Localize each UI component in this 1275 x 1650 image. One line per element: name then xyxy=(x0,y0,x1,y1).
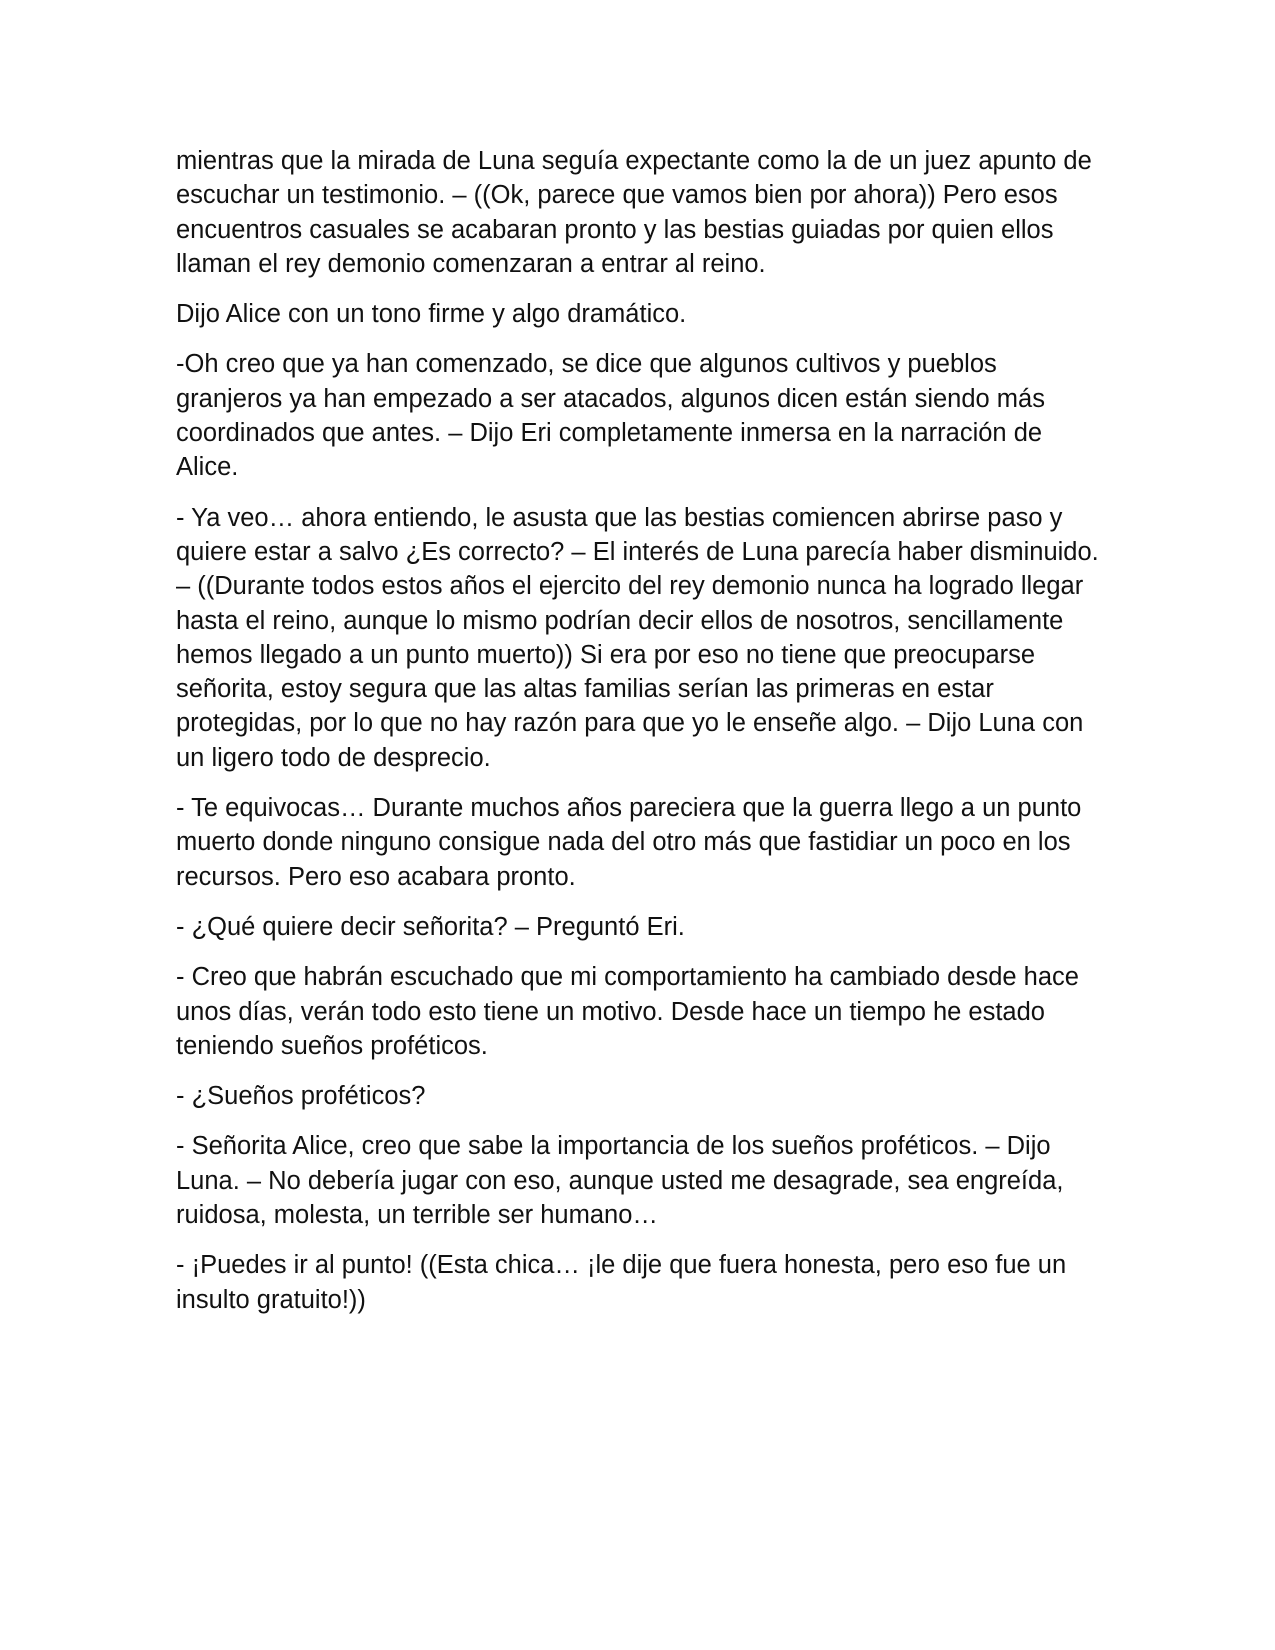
paragraph: -Oh creo que ya han comenzado, se dice que algunos cultivos y pueblos granjeros ya han empezado a ser atacados, algunos dicen están siendo más coordinados que antes. – Dijo Eri completamente inmersa en la narración de Alice. xyxy=(176,350,1045,482)
paragraph: - ¿Sueños proféticos? xyxy=(176,1082,426,1111)
paragraph: - ¡Puedes ir al punto! ((Esta chica… ¡le dije que fuera honesta, pero eso fue un insulto gratuito!)) xyxy=(176,1251,1067,1314)
paragraph: - Creo que habrán escuchado que mi comportamiento ha cambiado desde hace unos días, verán todo esto tiene un motivo. Desde hace un tiempo he estado teniendo sueños proféticos. xyxy=(176,963,1079,1060)
paragraph: Dijo Alice con un tono firme y algo dramático. xyxy=(176,300,687,329)
document-body xyxy=(176,144,1106,1333)
paragraph: - Señorita Alice, creo que sabe la importancia de los sueños proféticos. – Dijo Luna. – No debería jugar con eso, aunque usted me desagrade, sea engreída, ruidosa, molesta, un terrible ser humano… xyxy=(176,1132,1064,1230)
paragraph: mientras que la mirada de Luna seguía expectante como la de un juez apunto de escuchar un testimonio. – ((Ok, parece que vamos bien por ahora)) Pero esos encuentros casuales se acabaran pronto y las bestias guiadas por quien ellos llaman el rey demonio comenzaran a entrar al reino. xyxy=(176,147,1092,278)
paragraph: - Te equivocas… Durante muchos años pareciera que la guerra llego a un punto muerto donde ninguno consigue nada del otro más que fastidiar un poco en los recursos. Pero eso acabara pronto. xyxy=(176,794,1082,891)
paragraph: - Ya veo… ahora entiendo, le asusta que las bestias comiencen abrirse paso y quiere estar a salvo ¿Es correcto? – El interés de Luna parecía haber disminuido. – ((Durante todos estos años el ejercito del rey demonio nunca ha logrado llegar hasta el reino, aunque lo mismo podrían decir ellos de nosotros, sencillamente hemos llegado a un punto muerto)) Si era por eso no tiene que preocuparse señorita, estoy segura que las altas familias serían las primeras en estar protegidas, por lo que no hay razón para que yo le enseñe algo. – Dijo Luna con un ligero todo de desprecio. xyxy=(176,503,1099,772)
paragraph: - ¿Qué quiere decir señorita? – Preguntó Eri. xyxy=(176,912,685,941)
